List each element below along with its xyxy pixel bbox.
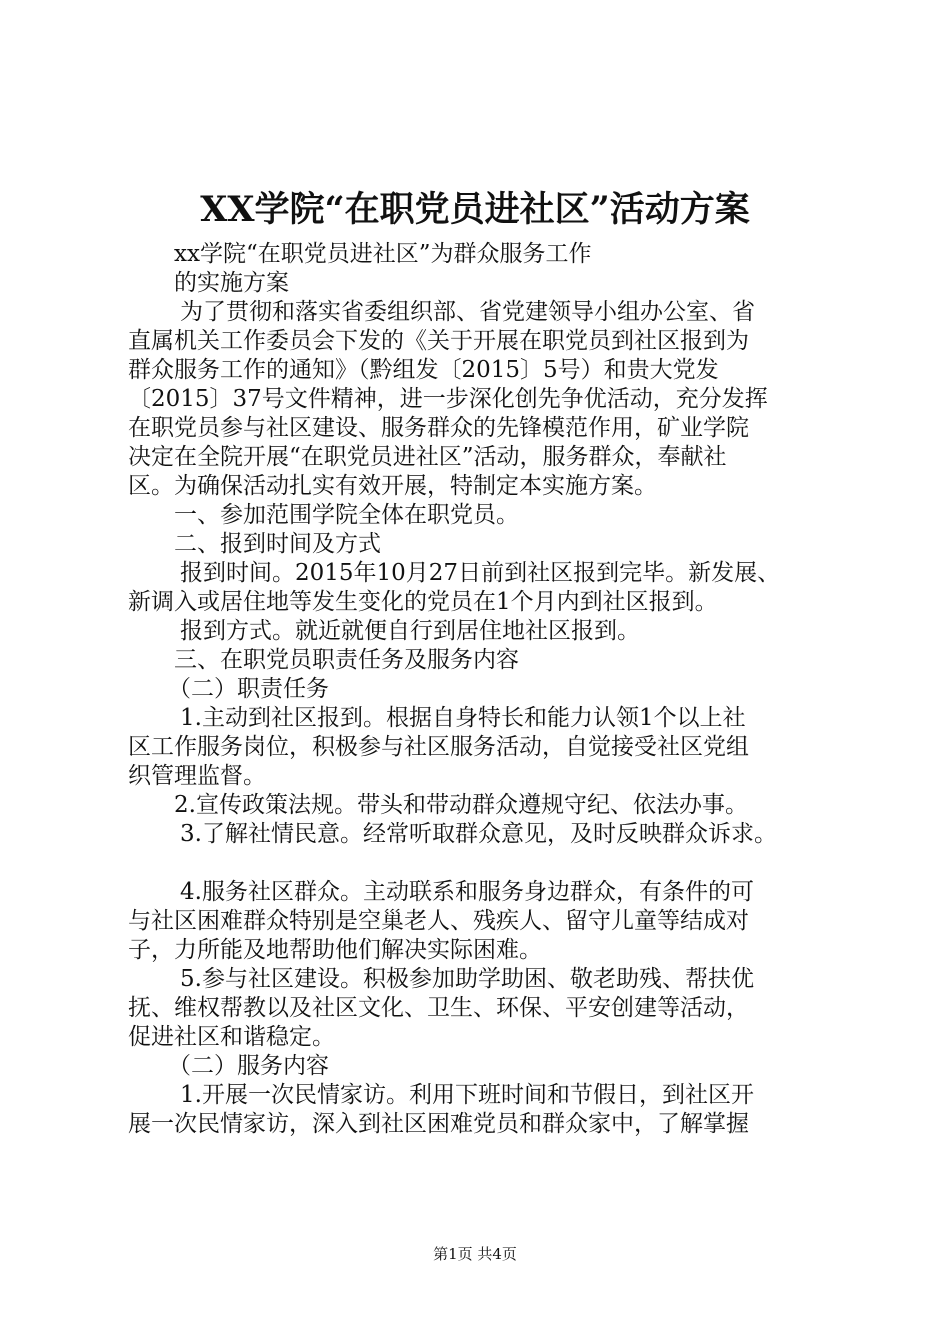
- list-item-line: 1.开展一次民情家访。利用下班时间和节假日，到社区开: [180, 1082, 754, 1108]
- paragraph-line: 在职党员参与社区建设、服务群众的先锋模范作用，矿业学院: [128, 415, 749, 441]
- document-body: [128, 240, 848, 1139]
- list-item-line: 与社区困难群众特别是空巢老人、残疾人、留守儿童等结成对: [128, 908, 749, 934]
- page-footer: 第1页 共4页: [433, 1245, 517, 1263]
- list-item-line: 4.服务社区群众。主动联系和服务身边群众，有条件的可: [180, 879, 754, 905]
- document-title: XX学院“在职党员进社区”活动方案: [200, 189, 750, 230]
- list-item-line: 子，力所能及地帮助他们解决实际困难。: [128, 937, 542, 963]
- list-item-line: 5.参与社区建设。积极参加助学助困、敬老助残、帮扶优: [180, 966, 754, 992]
- subtitle-line-1: xx学院“在职党员进社区”为群众服务工作: [174, 241, 592, 267]
- subsection-heading: （二）服务内容: [168, 1053, 329, 1079]
- list-item-line: 织管理监督。: [128, 763, 266, 789]
- list-item-line: 展一次民情家访，深入到社区困难党员和群众家中，了解掌握: [128, 1111, 749, 1137]
- list-item-line: 区工作服务岗位，积极参与社区服务活动，自觉接受社区党组: [128, 734, 749, 760]
- section-heading: 二、报到时间及方式: [174, 531, 381, 557]
- paragraph-line: 决定在全院开展“在职党员进社区”活动，服务群众，奉献社: [128, 444, 727, 470]
- subsection-heading: （二）职责任务: [168, 676, 329, 702]
- section-heading: 三、在职党员职责任务及服务内容: [174, 647, 519, 673]
- list-item-line: 抚、维权帮教以及社区文化、卫生、环保、平安创建等活动，: [128, 995, 749, 1021]
- section-heading: 一、参加范围学院全体在职党员。: [174, 502, 519, 528]
- paragraph-line: 群众服务工作的通知》（黔组发〔2015〕5号）和贵大党发: [128, 357, 719, 383]
- paragraph-line: 新调入或居住地等发生变化的党员在1个月内到社区报到。: [128, 589, 718, 615]
- list-item-line: 促进社区和谐稳定。: [128, 1024, 335, 1050]
- blank-line: [128, 849, 848, 878]
- paragraph-line: 为了贯彻和落实省委组织部、省党建领导小组办公室、省: [180, 299, 755, 325]
- paragraph-line: 报到方式。就近就便自行到居住地社区报到。: [180, 618, 640, 644]
- paragraph-line: 直属机关工作委员会下发的《关于开展在职党员到社区报到为: [128, 328, 749, 354]
- paragraph-line: 报到时间。2015年10月27日前到社区报到完毕。新发展、: [180, 560, 781, 586]
- paragraph-line: 〔2015〕37号文件精神，进一步深化创先争优活动，充分发挥: [128, 386, 768, 412]
- paragraph-line: 区。为确保活动扎实有效开展，特制定本实施方案。: [128, 473, 657, 499]
- list-item-line: 1.主动到社区报到。根据自身特长和能力认领1个以上社: [180, 705, 746, 731]
- list-item-line: 2.宣传政策法规。带头和带动群众遵规守纪、依法办事。: [174, 792, 748, 818]
- list-item-line: 3.了解社情民意。经常听取群众意见，及时反映群众诉求。: [180, 821, 777, 847]
- subtitle-line-2: 的实施方案: [174, 270, 289, 296]
